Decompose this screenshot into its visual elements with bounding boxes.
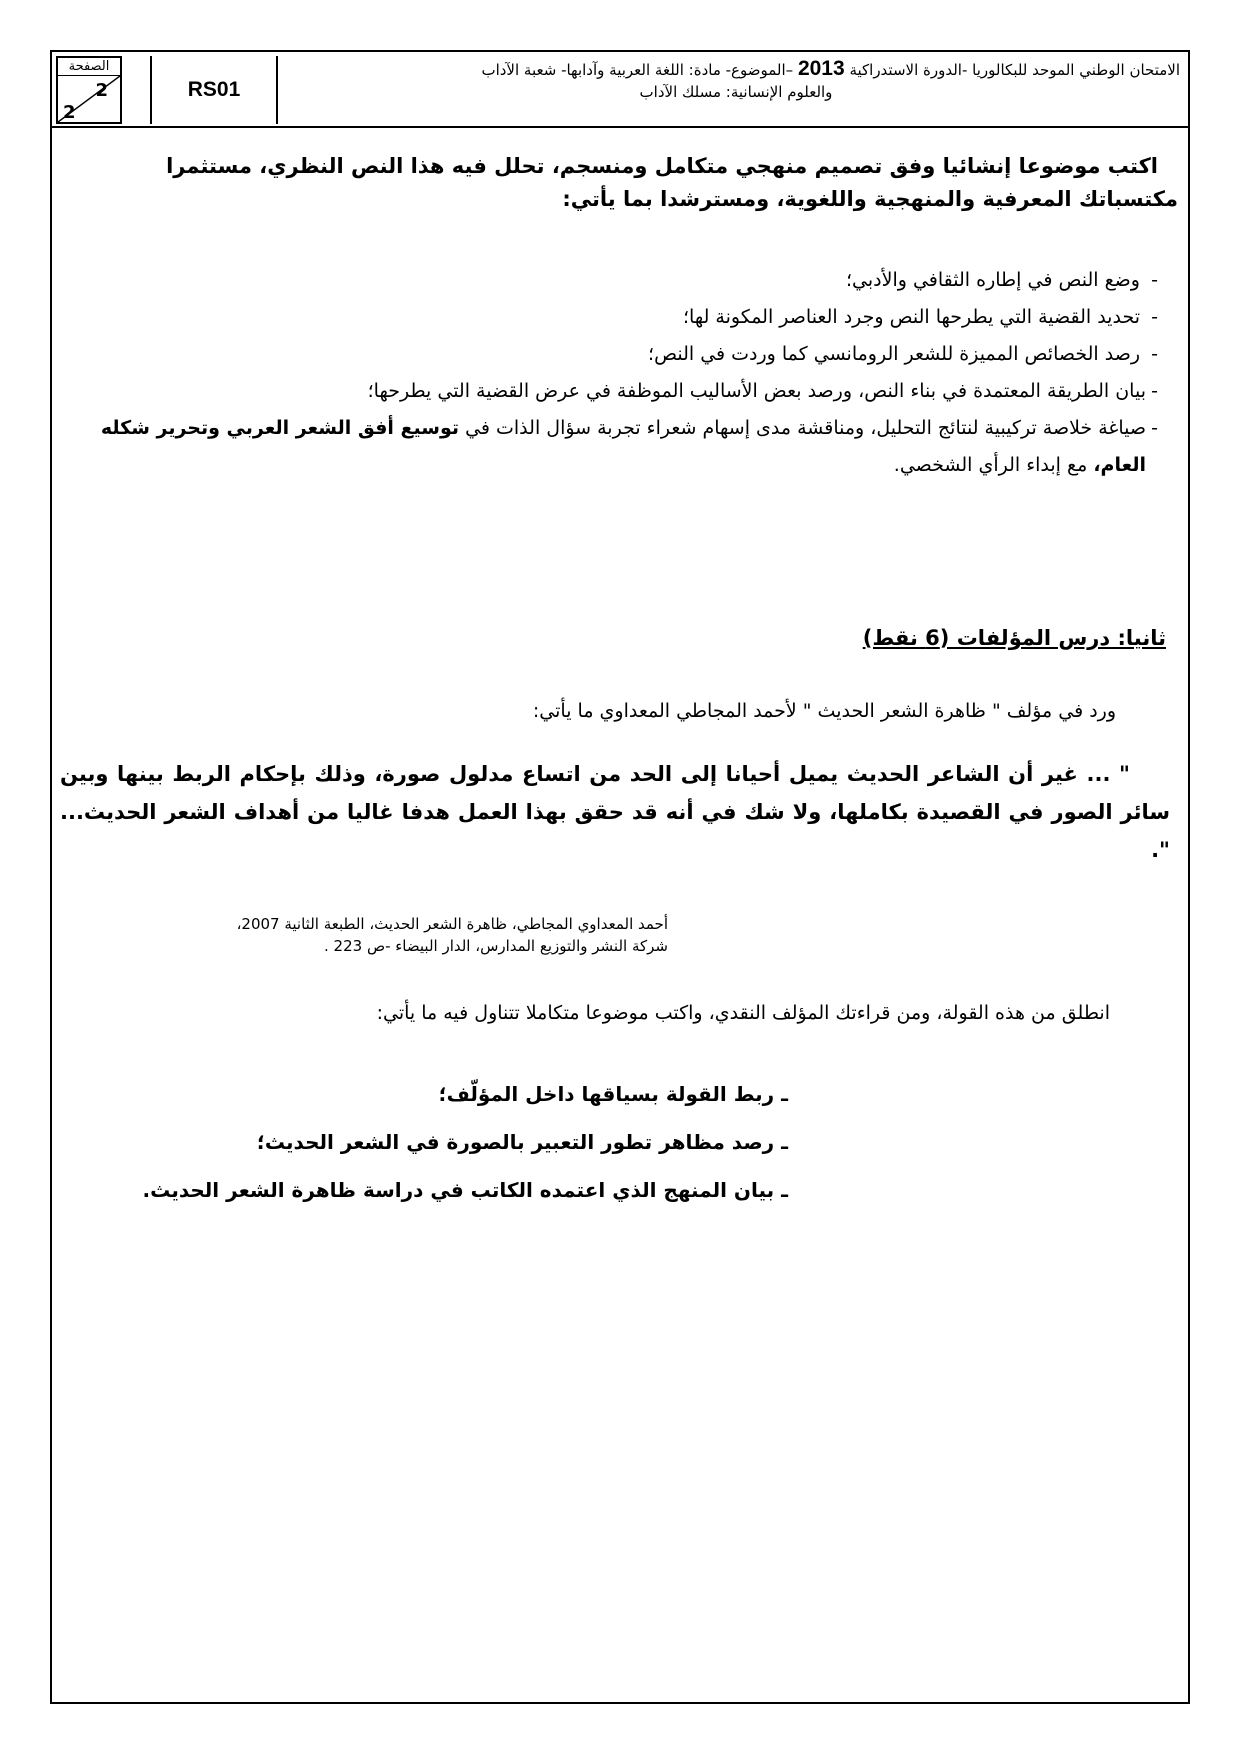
list-item: ـ بيان المنهج الذي اعتمده الكاتب في دراسة ظاهرة الشعر الحديث. — [143, 1166, 788, 1214]
essay-instruction: انطلق من هذه القولة، ومن قراءتك المؤلف النقدي، واكتب موضوعا متكاملا تتناول فيه ما يأتي: — [376, 1002, 1110, 1024]
exam-year: 2013 — [797, 57, 845, 80]
citation: أحمد المعداوي المجاطي، ظاهرة الشعر الحديث، الطبعة الثانية 2007، شركة النشر والتوزيع المدارس، الدار البيضاء -ص 223 . — [236, 915, 668, 955]
exam-code: RS01 — [187, 78, 241, 101]
page-label: الصفحة — [58, 59, 120, 76]
essay-task-list — [143, 1070, 788, 1214]
exam-title-line1: الامتحان الوطني الموحد للبكالوريا -الدورة الاستدراكية 2013 –الموضوع- مادة: اللغة العربية وآدابها- شعبة الآداب — [481, 57, 1180, 80]
list-item: - صياغة خلاصة تركيبية لنتائج التحليل، ومناقشة مدى إسهام شعراء تجربة سؤال الذات في توسيع أفق الشعر العربي وتحرير شكله العام، مع إبداء الرأي الشخصي. — [62, 410, 1158, 484]
intro-instruction: اكتب موضوعا إنشائيا وفق تصميم منهجي متكامل ومنسجم، تحلل فيه هذا النص النظري، مستثمرا مكتسباتك المعرفية والمنهجية واللغوية، ومسترشدا بما يأتي: — [166, 154, 1178, 211]
exam-header — [52, 52, 1188, 128]
emphasis-text: توسيع أفق الشعر العربي وتحرير شكله العام، — [100, 417, 1146, 476]
page-total: 2 — [63, 102, 76, 123]
analysis-task-list — [62, 262, 1158, 484]
quote-lead: ورد في مؤلف " ظاهرة الشعر الحديث " لأحمد المجاطي المعداوي ما يأتي: — [532, 700, 1116, 722]
quote-text: " ... غير أن الشاعر الحديث يميل أحيانا إلى الحد من اتساع مدلول صورة، وذلك بإحكام الربط بينها وبين سائر الصور في القصيدة بكاملها، ولا شك في أنه قد حقق بهذا العمل هدفا غاليا من أهداف الشعر الحديث... ". — [60, 762, 1170, 862]
page-number-box — [56, 56, 122, 124]
list-item: - تحديد القضية التي يطرحها النص وجرد العناصر المكونة لها؛ — [62, 299, 1158, 336]
list-item: - بيان الطريقة المعتمدة في بناء النص، ورصد بعض الأساليب الموظفة في عرض القضية التي يطرحها؛ — [62, 373, 1158, 410]
section-title: ثانيا: درس المؤلفات (6 نقط) — [862, 626, 1166, 650]
page-current: 2 — [95, 80, 108, 101]
exam-code-box — [150, 56, 278, 124]
page-frame — [50, 50, 1190, 1704]
list-item: ـ رصد مظاهر تطور التعبير بالصورة في الشعر الحديث؛ — [143, 1118, 788, 1166]
exam-title — [292, 58, 1180, 103]
exam-title-line2: والعلوم الإنسانية: مسلك الآداب — [639, 83, 833, 101]
list-item: - وضع النص في إطاره الثقافي والأدبي؛ — [62, 262, 1158, 299]
list-item: - رصد الخصائص المميزة للشعر الرومانسي كما وردت في النص؛ — [62, 336, 1158, 373]
list-item: ـ ربط القولة بسياقها داخل المؤلّف؛ — [143, 1070, 788, 1118]
